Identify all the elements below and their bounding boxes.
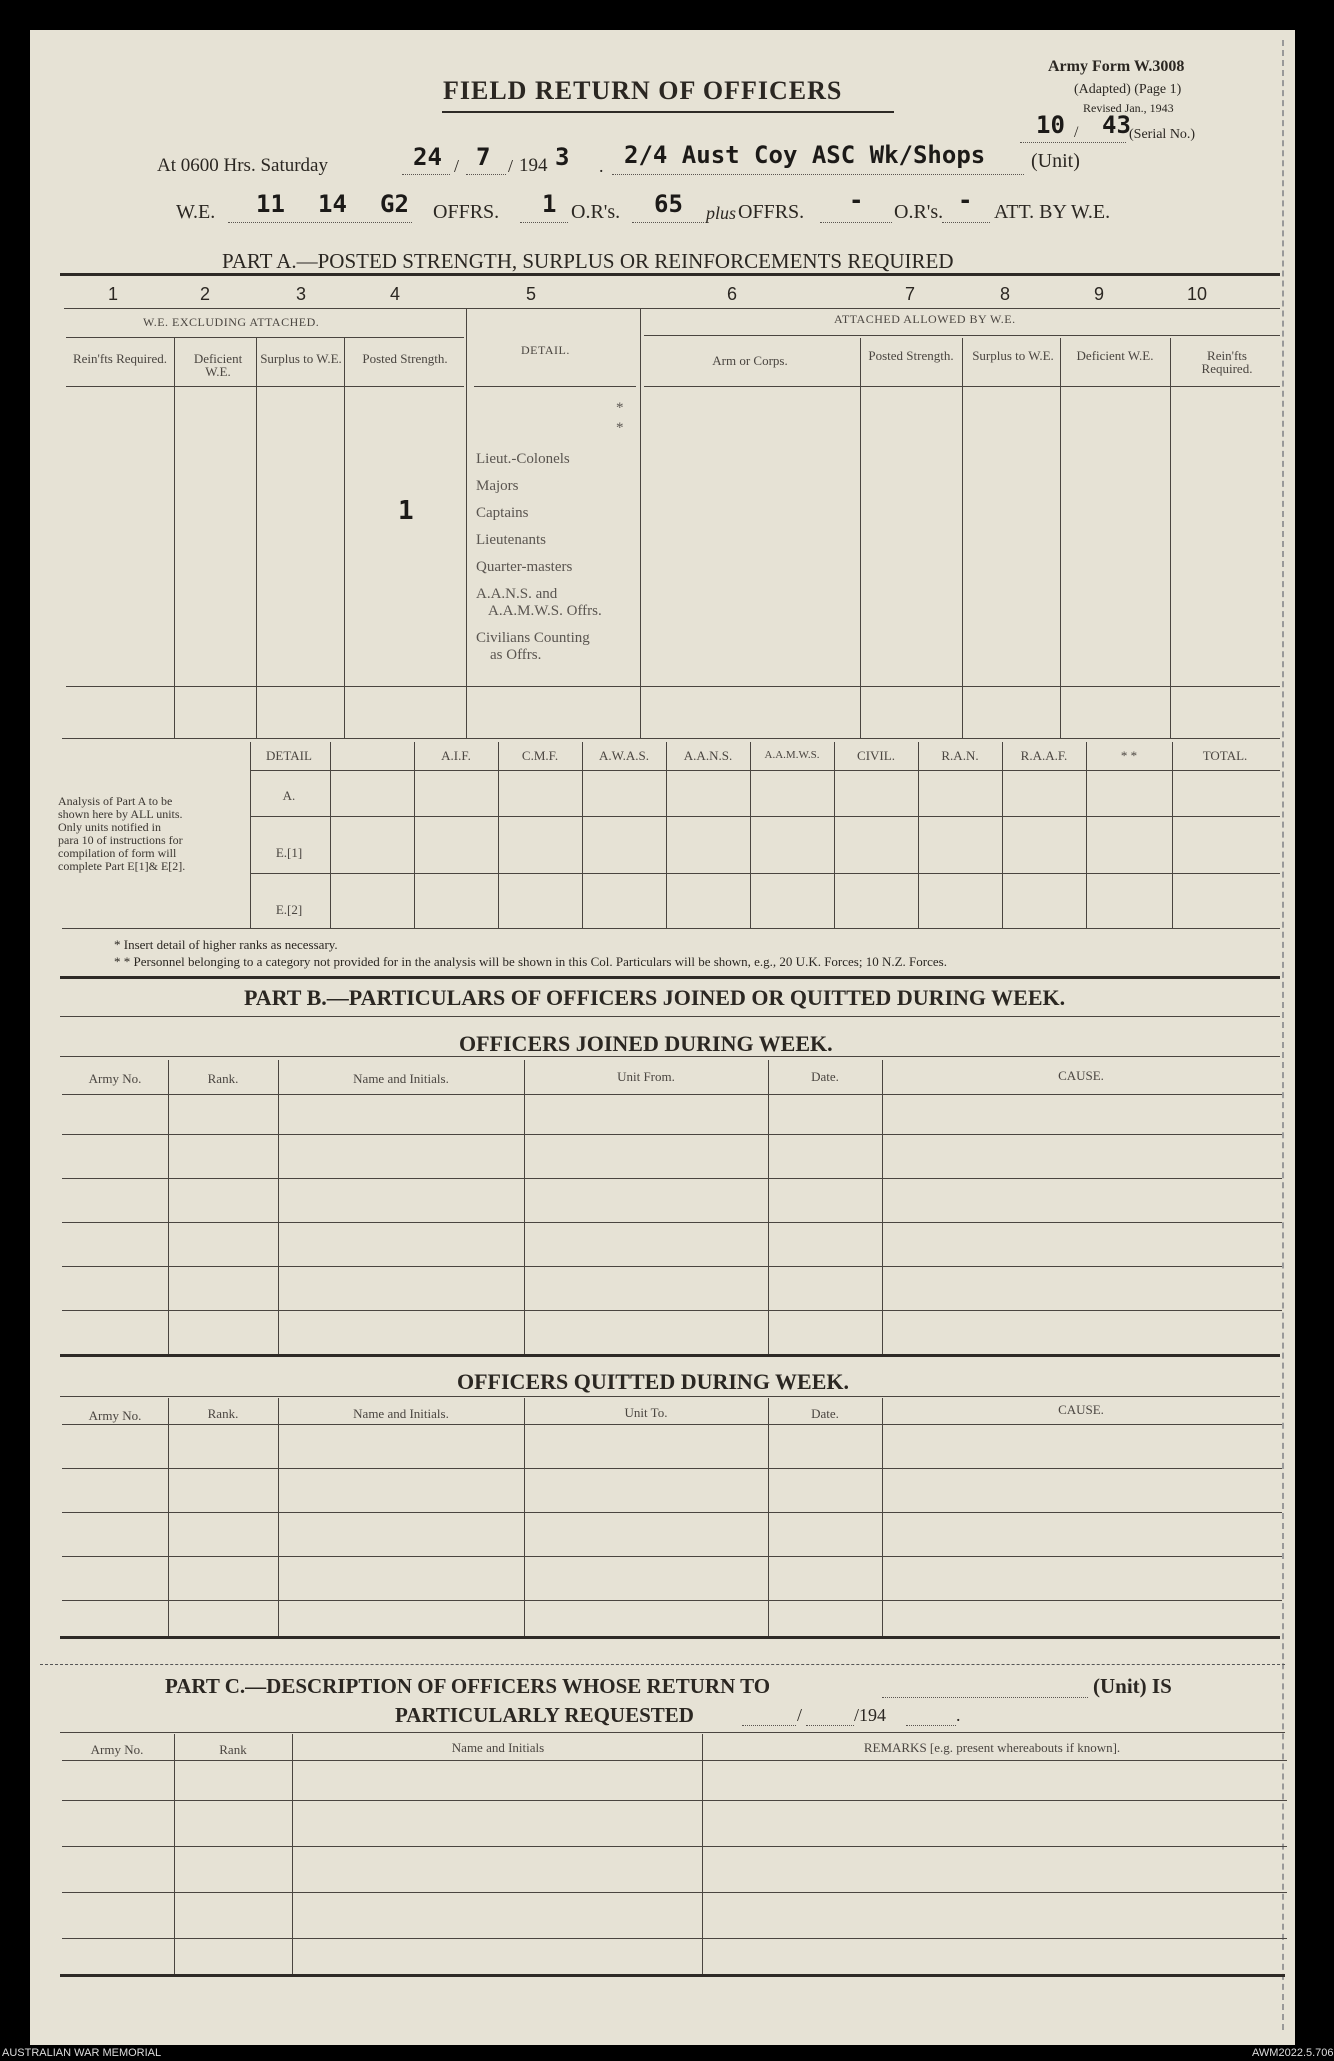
year-digit: 3 <box>555 143 570 171</box>
q-v3 <box>524 1398 525 1636</box>
ors2-value: - <box>958 186 973 214</box>
j-v3 <box>524 1060 525 1354</box>
j-v5 <box>882 1060 883 1354</box>
we-excl-rule <box>66 337 464 338</box>
v-a-4 <box>466 308 467 738</box>
analysis-head-detail: DETAIL <box>266 748 312 763</box>
analysis-head-aans: A.A.N.S. <box>683 748 733 763</box>
slash-1: / <box>454 156 460 176</box>
part-a-bottom-rule-2 <box>62 738 1280 739</box>
star-2: * <box>616 420 624 436</box>
offrs2-label: OFFRS. <box>738 201 805 223</box>
quitted-title-rule <box>60 1396 1280 1397</box>
j-v1 <box>168 1060 169 1354</box>
rank-aans: A.A.N.S. and <box>476 586 558 602</box>
v-an-10 <box>1086 742 1087 928</box>
v-a-8 <box>1060 338 1061 738</box>
analysis-row-a: A. <box>282 788 296 803</box>
joined-head-name: Name and Initials. <box>353 1071 449 1086</box>
quitted-head-army-no: Army No. <box>88 1408 142 1423</box>
v-an-8 <box>918 742 919 928</box>
analysis-head-awas: A.W.A.S. <box>598 748 650 763</box>
part-c-period: . <box>956 1705 961 1725</box>
ors-value: 65 <box>654 190 683 218</box>
c-r3 <box>62 1892 1287 1893</box>
quitted-title: OFFICERS QUITTED DURING WEEK. <box>457 1369 849 1394</box>
we-dots <box>228 222 412 223</box>
head-posted-left: Posted Strength. <box>362 351 448 366</box>
part-a-bottom-rule-1 <box>66 686 1280 687</box>
rank-captains: Captains <box>476 505 529 521</box>
q-r2 <box>62 1512 1282 1513</box>
star-1: * <box>616 400 624 416</box>
analysis-head-cmf: C.M.F. <box>521 748 559 763</box>
v-a-2 <box>256 338 257 738</box>
period-1: . <box>599 156 604 176</box>
day-dots <box>402 174 450 175</box>
form-revised: Revised Jan., 1943 <box>1083 101 1174 115</box>
offrs2-dots <box>820 222 892 223</box>
v-a-7 <box>962 338 963 738</box>
cut-line <box>40 1664 1285 1665</box>
col-num-9: 9 <box>1094 284 1105 304</box>
analysis-head-aamws: A.A.M.W.S. <box>764 749 820 761</box>
head-deficient-left: Deficient W.E. <box>193 351 243 379</box>
month-dots <box>466 174 506 175</box>
head-arm-corps: Arm or Corps. <box>712 353 788 368</box>
attached-header: ATTACHED ALLOWED BY W.E. <box>834 312 1016 326</box>
serial-a: 10 <box>1036 111 1065 139</box>
j-r3 <box>62 1222 1282 1223</box>
c-r4 <box>62 1938 1287 1939</box>
analysis-note-1: Analysis of Part A to be <box>58 794 173 808</box>
ors-label: O.R's. <box>571 201 621 223</box>
head-reinfts-right: Rein'fts Required. <box>1201 348 1253 376</box>
q-r4 <box>62 1600 1282 1601</box>
v-an-9 <box>1002 742 1003 928</box>
ors-dots <box>632 222 704 223</box>
analysis-head-ran: R.A.N. <box>941 748 979 763</box>
j-r2 <box>62 1178 1282 1179</box>
part-c-head-remarks: REMARKS [e.g. present whereabouts if known]. <box>863 1740 1121 1755</box>
joined-head-cause: CAUSE. <box>1058 1068 1104 1083</box>
analysis-note-4: para 10 of instructions for <box>58 833 183 847</box>
analysis-rule-bottom <box>62 928 1280 929</box>
v-a-9 <box>1170 338 1171 738</box>
unit-value: 2/4 Aust Coy ASC Wk/Shops <box>624 141 986 169</box>
head-reinfts-left: Rein'fts Required. <box>72 351 168 366</box>
part-c-title-unit: (Unit) IS <box>1093 1674 1172 1698</box>
col-num-7: 7 <box>905 284 916 304</box>
col-num-2: 2 <box>200 284 211 304</box>
footnote-2: * * Personnel belonging to a category not provided for in the analysis will be shown in this Col. Particulars will be shown, e.g., 20 U.K. Forces; 10 N.Z. Forces. <box>114 954 947 969</box>
v-an-5 <box>666 742 667 928</box>
we-value-1: 11 <box>256 190 285 218</box>
analysis-note-5: compilation of form will <box>58 846 177 860</box>
part-c-title-2: PARTICULARLY REQUESTED <box>395 1703 694 1727</box>
v-an-0 <box>250 742 251 928</box>
c-r2 <box>62 1846 1287 1847</box>
slash-serial: / <box>1074 124 1079 141</box>
part-c-slash-2: /194 <box>854 1705 887 1725</box>
unit-dots <box>612 174 1024 175</box>
footer-right: AWM2022.5.706 <box>1252 2047 1334 2059</box>
part-c-year-dots <box>906 1725 956 1726</box>
attached-rule <box>644 335 1280 336</box>
c-hrule <box>62 1760 1287 1761</box>
joined-title: OFFICERS JOINED DURING WEEK. <box>459 1031 833 1056</box>
rank-lieutenants: Lieutenants <box>476 532 546 548</box>
part-c-end-rule <box>60 1974 1285 1977</box>
year-prefix: 194 <box>519 155 548 176</box>
we-label: W.E. <box>176 201 216 223</box>
plus-label: plus <box>706 203 737 223</box>
j-r5 <box>62 1310 1282 1311</box>
v-an-11 <box>1172 742 1173 928</box>
ors2-dots <box>942 222 990 223</box>
rank-quartermasters: Quarter-masters <box>476 559 573 575</box>
rank-as-offrs: as Offrs. <box>490 647 542 663</box>
offrs-label: OFFRS. <box>433 201 500 223</box>
c-v2 <box>292 1734 293 1974</box>
j-v2 <box>278 1060 279 1354</box>
analysis-rule-top <box>250 770 1280 771</box>
title-underline <box>442 111 894 113</box>
joined-head-date: Date. <box>811 1069 839 1084</box>
q-v2 <box>278 1398 279 1636</box>
q-r3 <box>62 1556 1282 1557</box>
rank-majors: Majors <box>476 478 519 494</box>
col-num-8: 8 <box>1000 284 1011 304</box>
part-c-title-rule <box>60 1732 1285 1733</box>
part-c-head-army-no: Army No. <box>90 1742 144 1757</box>
v-a-3 <box>344 338 345 738</box>
quitted-head-rank: Rank. <box>207 1406 239 1421</box>
part-c-slash-1: / <box>797 1705 803 1725</box>
analysis-note-6: complete Part E[1]& E[2]. <box>58 859 186 873</box>
part-a-rule <box>60 273 1280 276</box>
joined-head-rank: Rank. <box>207 1071 239 1086</box>
head-posted-right: Posted Strength. <box>868 348 954 363</box>
col-num-10: 10 <box>1187 284 1208 304</box>
we-value-2: 14 <box>318 190 347 218</box>
offrs2-value: - <box>849 186 864 214</box>
v-an-4 <box>582 742 583 928</box>
col-num-5: 5 <box>526 284 537 304</box>
form-adapted: (Adapted) (Page 1) <box>1074 82 1182 97</box>
offrs-dots <box>520 222 568 223</box>
col-num-1: 1 <box>108 284 119 304</box>
ors2-label: O.R's. <box>894 201 944 223</box>
v-an-6 <box>750 742 751 928</box>
part-c-head-rank: Rank <box>219 1742 247 1757</box>
posted-captains-value: 1 <box>398 496 414 526</box>
detail-head-rule <box>474 386 636 387</box>
v-an-7 <box>834 742 835 928</box>
j-r1 <box>62 1134 1282 1135</box>
joined-head-army-no: Army No. <box>88 1071 142 1086</box>
analysis-head-civil: CIVIL. <box>857 748 895 763</box>
analysis-rule-1 <box>250 816 1280 817</box>
offrs-value: 1 <box>542 190 557 218</box>
month-value: 7 <box>476 143 491 171</box>
serial-label: (Serial No.) <box>1129 127 1196 142</box>
serial-b: 43 <box>1102 111 1131 139</box>
analysis-head-other: * * <box>1120 748 1138 763</box>
v-an-3 <box>498 742 499 928</box>
head-deficient-right: Deficient W.E. <box>1076 348 1154 363</box>
c-v1 <box>174 1734 175 1974</box>
att-label: ATT. BY W.E. <box>994 201 1111 223</box>
quitted-head-name: Name and Initials. <box>353 1406 449 1421</box>
footnote-1: * Insert detail of higher ranks as necessary. <box>114 937 338 952</box>
q-v5 <box>882 1398 883 1636</box>
joined-end-rule <box>60 1354 1280 1357</box>
we-excluding-header: W.E. EXCLUDING ATTACHED. <box>143 315 320 329</box>
q-v4 <box>768 1398 769 1636</box>
quitted-end-rule <box>60 1636 1280 1639</box>
head-surplus-right: Surplus to W.E. <box>972 348 1054 363</box>
footer-left: AUSTRALIAN WAR MEMORIAL <box>2 2047 162 2059</box>
part-c-day-dots <box>742 1725 796 1726</box>
col-num-4: 4 <box>390 284 401 304</box>
j-v4 <box>768 1060 769 1354</box>
q-hrule <box>62 1424 1282 1425</box>
head-surplus-left: Surplus to W.E. <box>260 351 342 366</box>
analysis-end-rule <box>60 976 1280 979</box>
quitted-head-date: Date. <box>811 1406 839 1421</box>
c-r1 <box>62 1800 1287 1801</box>
q-v1 <box>168 1398 169 1636</box>
analysis-note <box>58 795 246 873</box>
rank-civilians: Civilians Counting <box>476 630 590 646</box>
part-b-rule <box>60 1016 1280 1017</box>
analysis-row-e1: E.[1] <box>275 845 303 860</box>
detail-header: DETAIL. <box>521 343 570 357</box>
analysis-head-total: TOTAL. <box>1202 748 1248 763</box>
j-r4 <box>62 1266 1282 1267</box>
form-title: FIELD RETURN OF OFFICERS <box>443 76 843 105</box>
analysis-row-e2: E.[2] <box>275 902 303 917</box>
col-num-rule <box>64 308 1280 309</box>
v-a-6 <box>860 338 861 738</box>
q-r1 <box>62 1468 1282 1469</box>
part-b-title: PART B.—PARTICULARS OF OFFICERS JOINED OR QUITTED DURING WEEK. <box>244 985 1066 1010</box>
joined-title-rule <box>60 1056 1280 1057</box>
analysis-rule-2 <box>250 873 1280 874</box>
joined-head-unit-from: Unit From. <box>617 1069 675 1084</box>
quitted-head-cause: CAUSE. <box>1058 1402 1104 1417</box>
part-c-title-1: PART C.—DESCRIPTION OF OFFICERS WHOSE RETURN TO <box>165 1674 771 1698</box>
part-c-head-name: Name and Initials <box>451 1740 545 1755</box>
at-hours-label: At 0600 Hrs. Saturday <box>157 155 328 176</box>
left-head-rule <box>66 386 464 387</box>
army-form-number: Army Form W.3008 <box>1048 58 1185 75</box>
analysis-head-raaf: R.A.A.F. <box>1020 748 1068 763</box>
col-num-6: 6 <box>727 284 738 304</box>
rank-lieut-colonels: Lieut.-Colonels <box>476 451 570 467</box>
part-c-month-dots <box>806 1725 854 1726</box>
analysis-note-2: shown here by ALL units. <box>58 807 183 821</box>
slash-2: / <box>508 156 514 176</box>
c-v3 <box>702 1734 703 1974</box>
part-a-title: PART A.—POSTED STRENGTH, SURPLUS OR REINFORCEMENTS REQUIRED <box>222 249 954 273</box>
analysis-head-aif: A.I.F. <box>441 748 471 763</box>
v-a-5 <box>640 308 641 738</box>
rank-aamws: A.A.M.W.S. Offrs. <box>488 603 602 619</box>
v-an-2 <box>414 742 415 928</box>
col-num-3: 3 <box>296 284 307 304</box>
part-c-unit-dots <box>882 1697 1088 1698</box>
unit-label: (Unit) <box>1031 150 1080 172</box>
day-value: 24 <box>413 143 442 171</box>
v-a-1 <box>174 338 175 738</box>
quitted-head-unit-to: Unit To. <box>624 1405 668 1420</box>
j-hrule <box>62 1094 1282 1095</box>
we-value-3: G2 <box>380 190 409 218</box>
serial-dots <box>1020 142 1126 143</box>
v-an-1 <box>330 742 331 928</box>
analysis-note-3: Only units notified in <box>58 820 161 834</box>
